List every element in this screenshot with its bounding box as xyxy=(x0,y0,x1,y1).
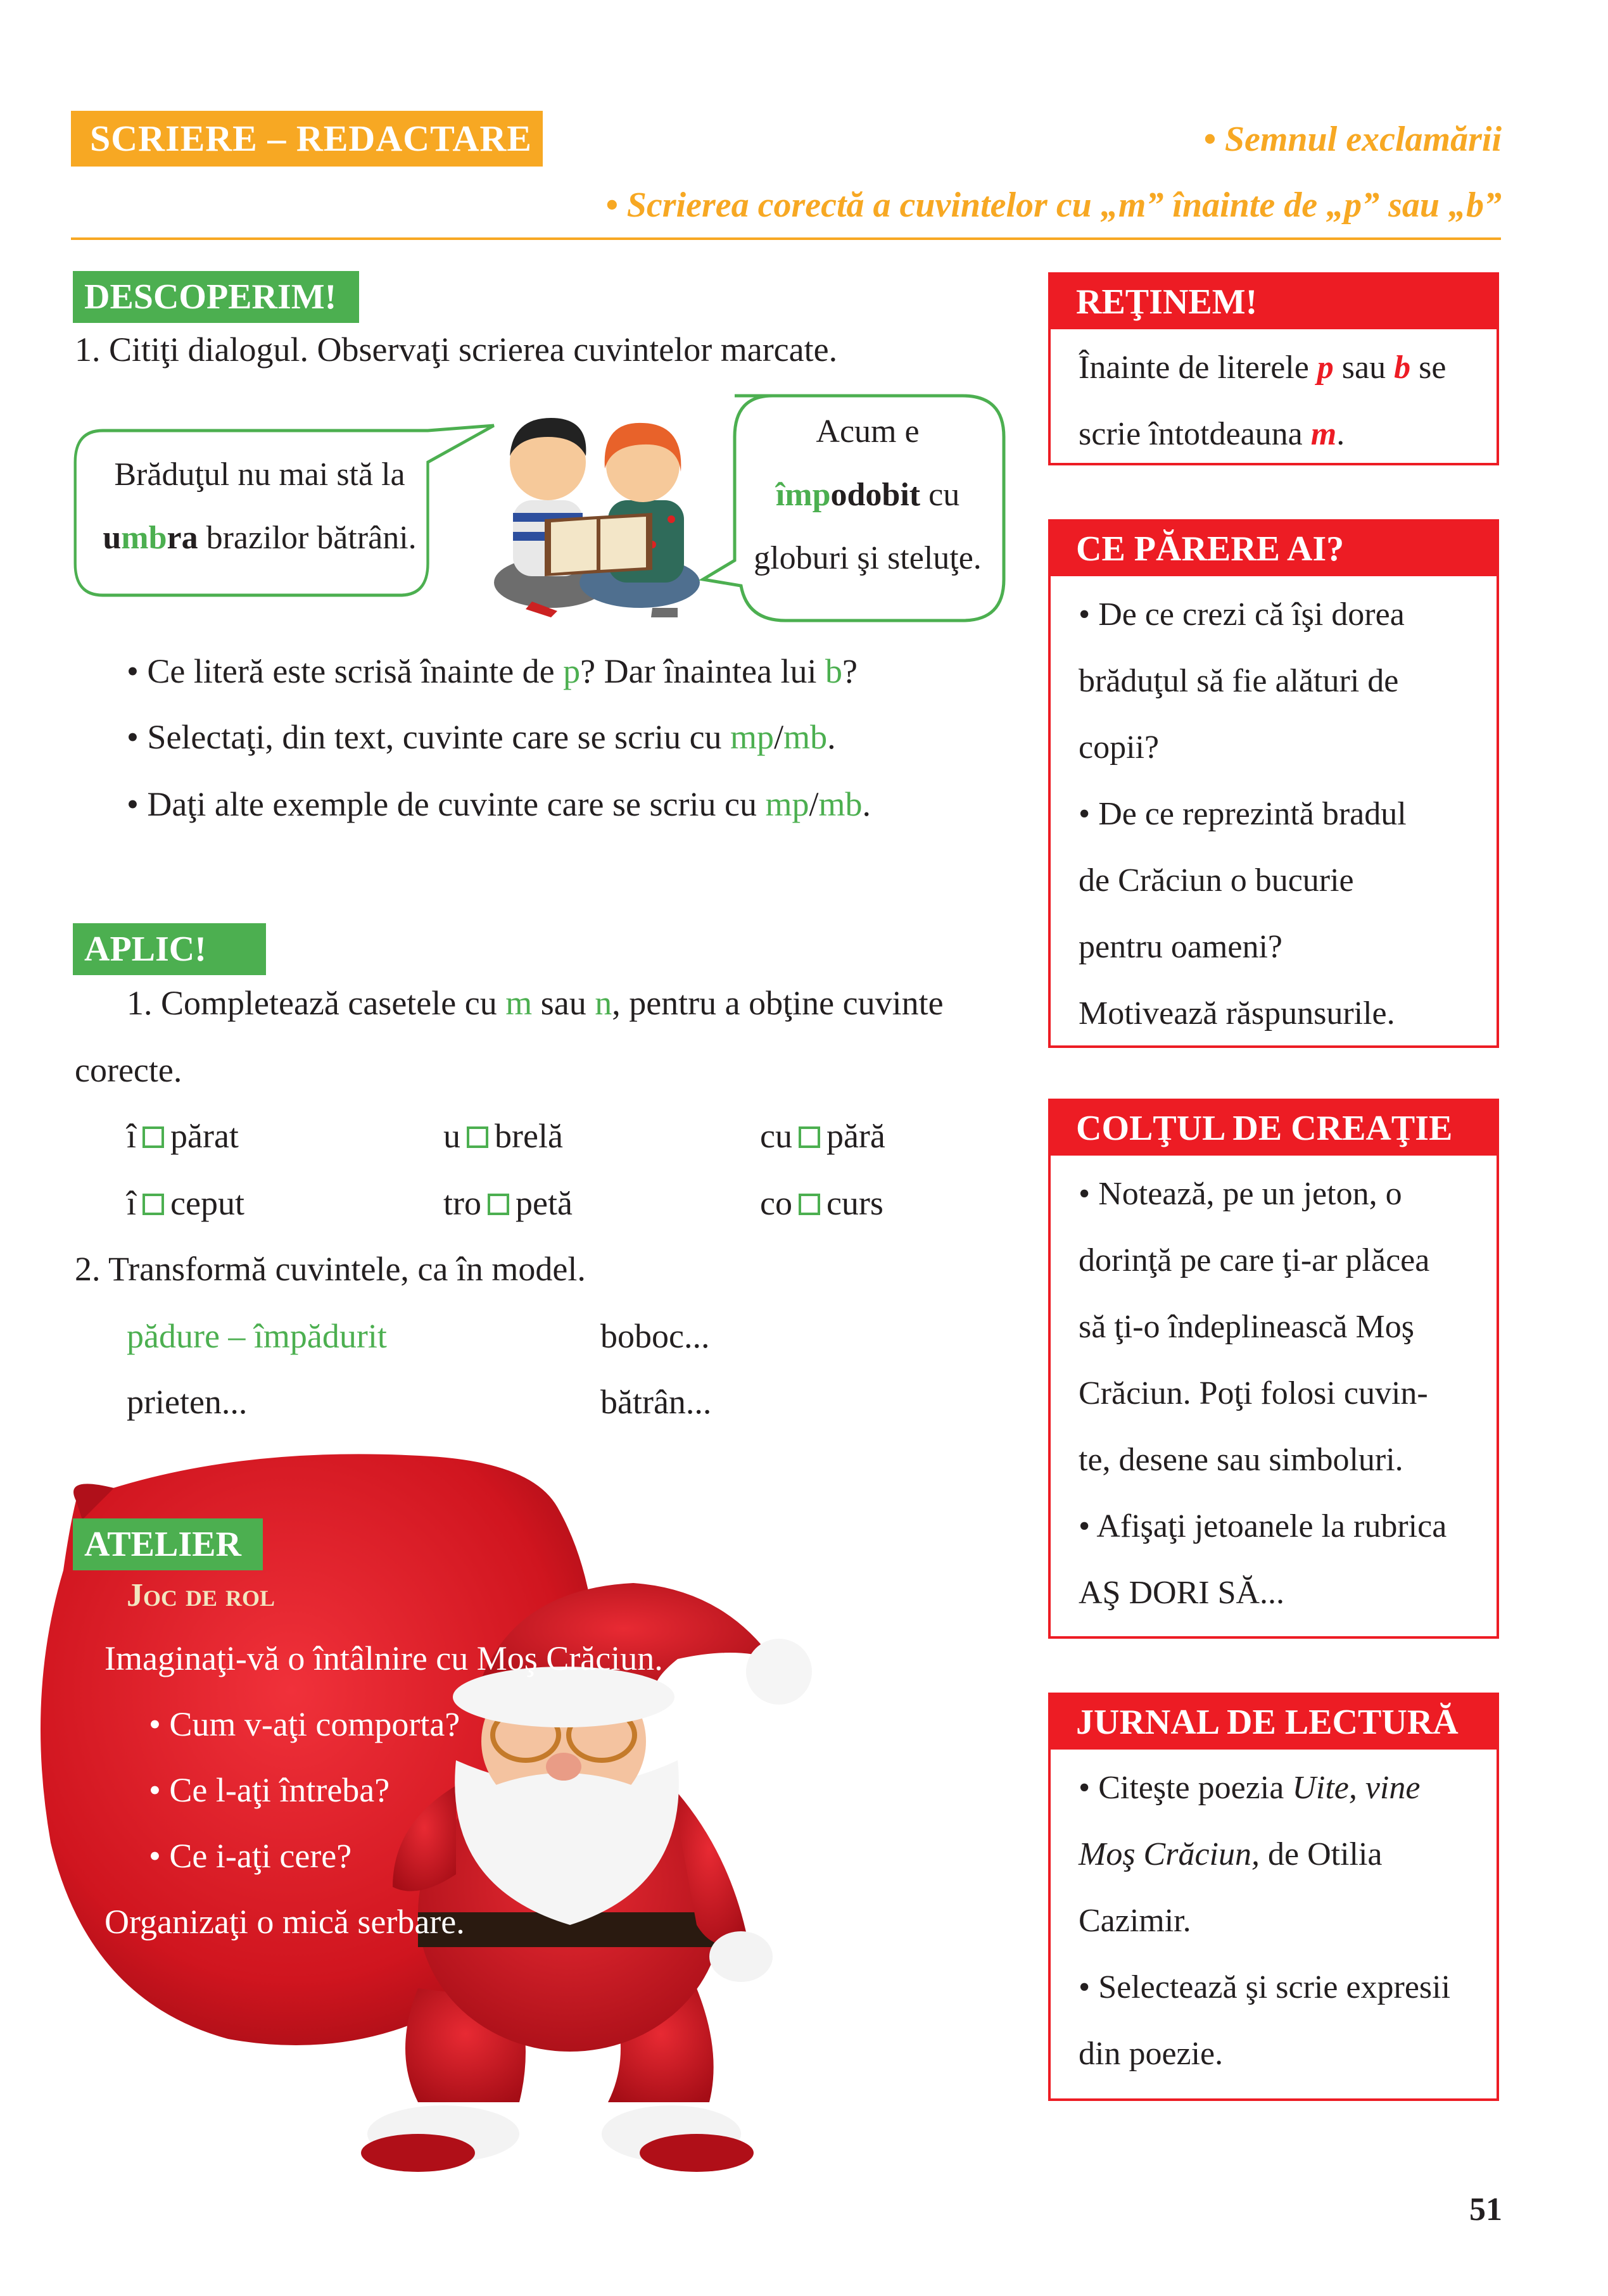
parere-line: pentru oameni? xyxy=(1079,929,1282,965)
word-item: tro petă xyxy=(443,1184,573,1222)
transform-word: bătrân... xyxy=(600,1383,712,1421)
jurnal-line: • Selectează şi scrie expresii xyxy=(1079,1969,1451,2005)
jurnal-line: Cazimir. xyxy=(1079,1903,1191,1939)
question-1: • Ce literă este scrisă înainte de p? Dar înaintea lui b? xyxy=(127,652,858,690)
retinem-line-2: scrie întotdeauna m. xyxy=(1079,416,1345,452)
atelier-bullet-1: • Cum v-aţi comporta? xyxy=(149,1705,460,1743)
children-reading-illustration xyxy=(488,393,703,621)
coltul-box xyxy=(1048,1099,1499,1639)
transform-word: boboc... xyxy=(600,1317,710,1355)
jurnal-title: JURNAL DE LECTURĂ xyxy=(1048,1693,1499,1750)
retinem-title: REŢINEM! xyxy=(1048,272,1499,329)
descoperim-instruction: 1. Citiţi dialogul. Observaţi scrierea cuvintelor marcate. xyxy=(75,331,838,369)
word-item: cu pără xyxy=(760,1117,885,1155)
atelier-bullet-3: • Ce i-aţi cere? xyxy=(149,1837,352,1875)
letter-box[interactable] xyxy=(142,1194,164,1215)
word-item: u brelă xyxy=(443,1117,563,1155)
page-number: 51 xyxy=(1469,2192,1502,2228)
atelier-label: ATELIER xyxy=(73,1518,263,1570)
parere-line: • De ce reprezintă bradul xyxy=(1079,796,1407,832)
parere-line: Motivează răspunsurile. xyxy=(1079,995,1395,1031)
parere-line: brăduţul să fie alături de xyxy=(1079,663,1399,699)
coltul-line: AŞ DORI SĂ... xyxy=(1079,1575,1285,1611)
atelier-subtitle: Joc de rol xyxy=(127,1577,275,1613)
header-divider xyxy=(71,237,1501,240)
model-example: pădure – împădurit xyxy=(127,1317,387,1355)
coltul-line: te, desene sau simboluri. xyxy=(1079,1442,1403,1478)
bubble-right-text: Acum e împodobit cu globuri şi steluţe. xyxy=(754,413,982,576)
jurnal-line: • Citeşte poezia Uite, vine xyxy=(1079,1770,1421,1806)
word-item: co curs xyxy=(760,1184,883,1222)
coltul-line: • Afişaţi jetoanele la rubrica xyxy=(1079,1508,1447,1544)
coltul-line: Crăciun. Poţi folosi cuvin- xyxy=(1079,1375,1428,1411)
coltul-line: • Notează, pe un jeton, o xyxy=(1079,1176,1402,1212)
exercise-2: 2. Transformă cuvintele, ca în model. xyxy=(75,1250,586,1288)
jurnal-box xyxy=(1048,1693,1499,2101)
letter-box[interactable] xyxy=(467,1126,488,1148)
letter-box[interactable] xyxy=(488,1194,509,1215)
parere-line: copii? xyxy=(1079,729,1160,766)
parere-title: CE PĂRERE AI? xyxy=(1048,519,1499,576)
coltul-line: să ţi-o îndeplinească Moş xyxy=(1079,1309,1414,1345)
exercise-1: 1. Completează casetele cu m sau n, pentru a obţine cuvinte xyxy=(127,984,944,1022)
retinem-line-1: Înainte de literele p sau b se xyxy=(1079,350,1447,386)
exercise-1-cont: corecte. xyxy=(75,1051,182,1089)
bubble-left-text: Brăduţul nu mai stă la umbra brazilor bătrâni. xyxy=(103,457,417,556)
letter-box[interactable] xyxy=(799,1126,820,1148)
jurnal-line: din poezie. xyxy=(1079,2036,1224,2072)
topic-exclamation: • Semnul exclamării xyxy=(1203,120,1502,159)
coltul-title: COLŢUL DE CREAŢIE xyxy=(1048,1099,1499,1156)
letter-box[interactable] xyxy=(799,1194,820,1215)
atelier-line-2: Organizaţi o mică serbare. xyxy=(104,1903,465,1941)
atelier-line-1: Imaginaţi-vă o întâlnire cu Moş Crăciun. xyxy=(104,1639,663,1677)
letter-box[interactable] xyxy=(142,1126,164,1148)
question-2: • Selectaţi, din text, cuvinte care se scriu cu mp/mb. xyxy=(127,718,836,756)
word-item: î ceput xyxy=(127,1184,244,1222)
descoperim-label: DESCOPERIM! xyxy=(73,271,359,323)
section-badge: SCRIERE – REDACTARE xyxy=(71,111,543,167)
retinem-box xyxy=(1048,272,1499,465)
word-item: î părat xyxy=(127,1117,239,1155)
transform-word: prieten... xyxy=(127,1383,248,1421)
topic-m-before-p-b: • Scrierea corectă a cuvintelor cu „m” înainte de „p” sau „b” xyxy=(605,186,1502,225)
question-3: • Daţi alte exemple de cuvinte care se scriu cu mp/mb. xyxy=(127,785,871,823)
atelier-bullet-2: • Ce l-aţi întreba? xyxy=(149,1771,390,1809)
parere-line: • De ce crezi că îşi dorea xyxy=(1079,596,1405,633)
coltul-line: dorinţă pe care ţi-ar plăcea xyxy=(1079,1242,1430,1278)
jurnal-line: Moş Crăciun, de Otilia xyxy=(1079,1836,1383,1872)
aplic-label: APLIC! xyxy=(73,923,266,975)
parere-box xyxy=(1048,519,1499,1048)
parere-line: de Crăciun o bucurie xyxy=(1079,862,1354,899)
